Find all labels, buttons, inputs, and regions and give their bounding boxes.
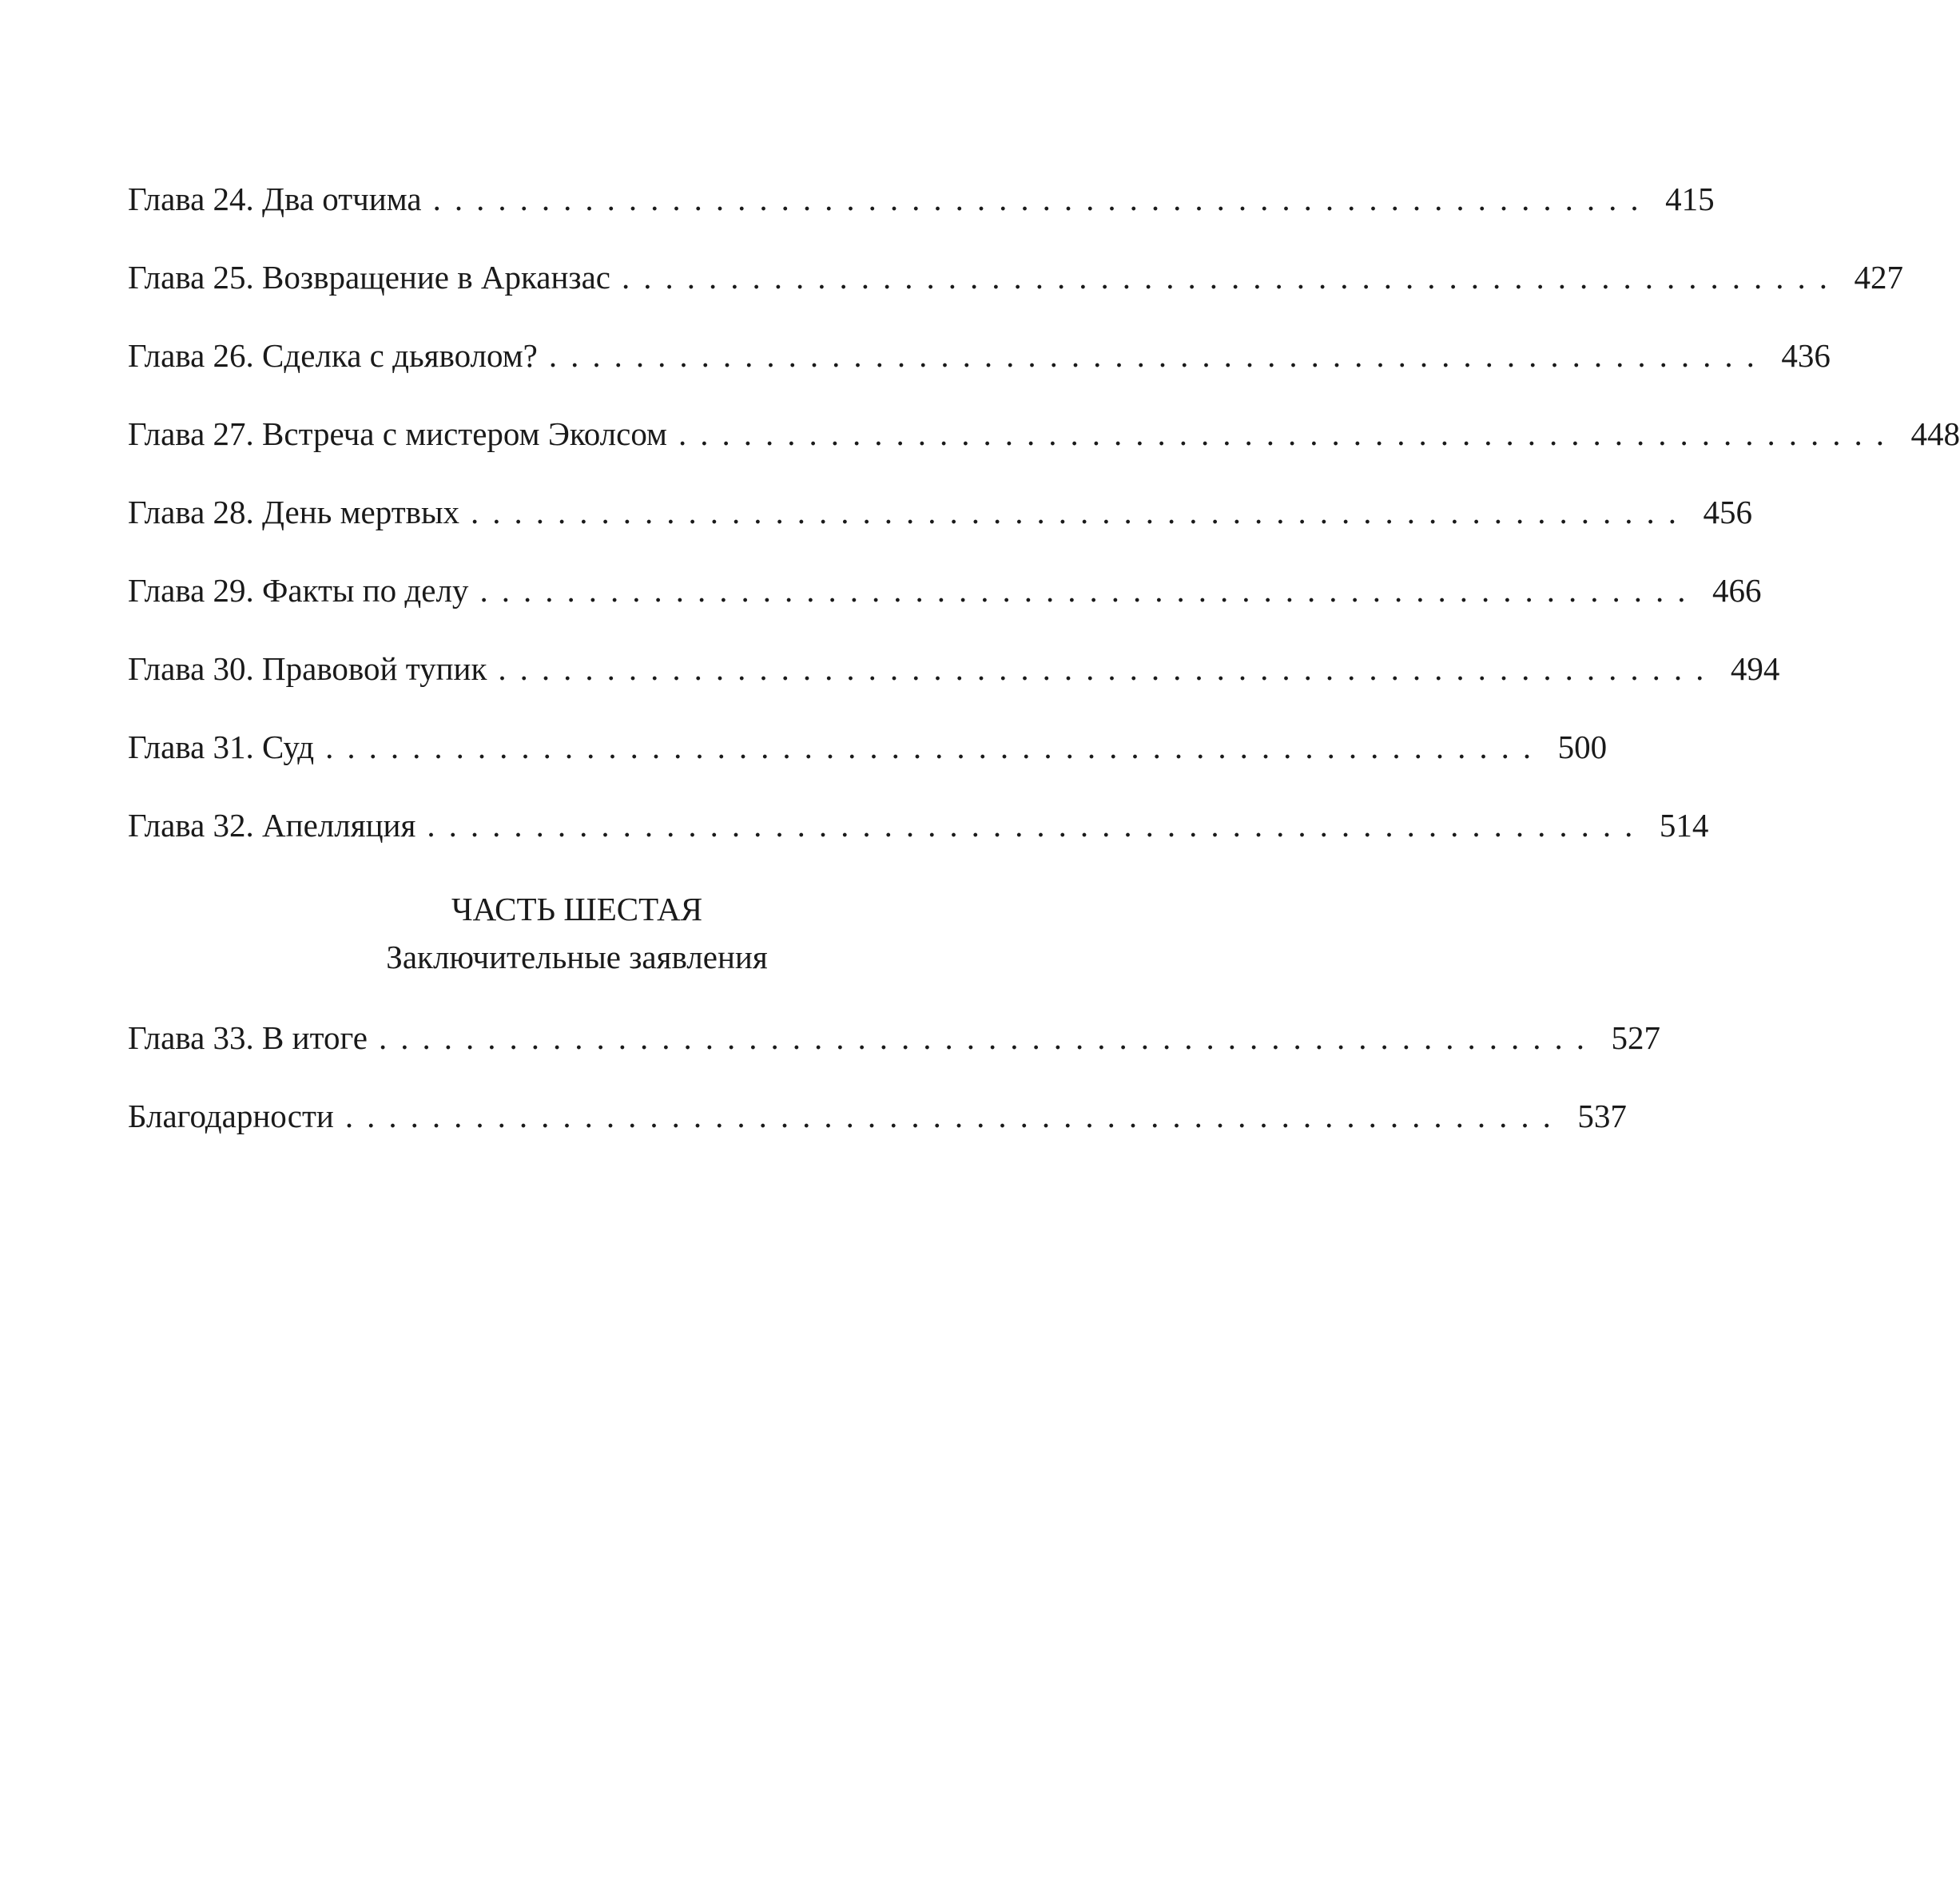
part-subtitle: Заключительные заявления	[386, 939, 768, 975]
dot-leader: ........................................................	[622, 259, 1841, 296]
toc-entry-page: 427	[1854, 259, 1903, 296]
book-page	[128, 0, 1960, 1902]
toc-entry-title: Глава 33. В итоге	[128, 1019, 368, 1056]
toc-entry-page: 415	[1665, 181, 1715, 217]
toc-entry-page: 527	[1611, 1019, 1660, 1056]
toc-entry	[128, 629, 1780, 708]
dot-leader: ........................................................	[344, 1098, 1564, 1134]
toc-entry-title: Глава 30. Правовой тупик	[128, 650, 487, 687]
dot-leader: ........................................................	[678, 415, 1898, 452]
toc-entry-page: 494	[1730, 650, 1780, 687]
toc-entry	[128, 708, 1608, 786]
toc-entry	[128, 238, 1903, 316]
dot-leader: ........................................................	[325, 729, 1545, 765]
toc-entry-title: Глава 31. Суд	[128, 729, 315, 765]
toc-entry-page: 436	[1781, 337, 1831, 374]
toc-entry	[128, 316, 1831, 395]
toc-entry-title: Глава 28. День мертвых	[128, 494, 460, 530]
part-title: ЧАСТЬ ШЕСТАЯ	[451, 891, 703, 927]
table-of-contents	[128, 160, 1960, 864]
toc-entry	[128, 551, 1762, 629]
toc-entry	[128, 395, 1960, 473]
toc-entry-title: Глава 26. Сделка с дьяволом?	[128, 337, 538, 374]
dot-leader: ........................................................	[479, 572, 1700, 609]
toc-entry	[128, 999, 1660, 1077]
part-heading	[128, 885, 1026, 981]
toc-entry-title: Глава 27. Встреча с мистером Эколсом	[128, 415, 667, 452]
dot-leader: ........................................................	[548, 337, 1768, 374]
toc-entry-page: 500	[1557, 729, 1608, 765]
toc-entry	[128, 160, 1715, 238]
toc-entry-title: Глава 32. Апелляция	[128, 807, 416, 844]
toc-entry-page: 448	[1910, 415, 1960, 452]
table-of-contents-part-six	[128, 999, 1660, 1155]
toc-entry-title: Глава 24. Два отчима	[128, 181, 422, 217]
dot-leader: ........................................................	[432, 181, 1652, 217]
dot-leader: ........................................................	[471, 494, 1691, 530]
dot-leader: ........................................................	[498, 650, 1718, 687]
dot-leader: ........................................................	[427, 807, 1647, 844]
toc-entry	[128, 1077, 1627, 1155]
toc-entry-title: Благодарности	[128, 1098, 334, 1134]
toc-entry-page: 514	[1659, 807, 1709, 844]
toc-entry-title: Глава 25. Возвращение в Арканзас	[128, 259, 610, 296]
dot-leader: ........................................................	[378, 1019, 1598, 1056]
toc-entry	[128, 473, 1753, 551]
toc-entry-page: 466	[1712, 572, 1762, 609]
toc-entry-page: 537	[1577, 1098, 1627, 1134]
toc-entry-page: 456	[1703, 494, 1753, 530]
toc-entry	[128, 786, 1709, 864]
toc-entry-title: Глава 29. Факты по делу	[128, 572, 469, 609]
